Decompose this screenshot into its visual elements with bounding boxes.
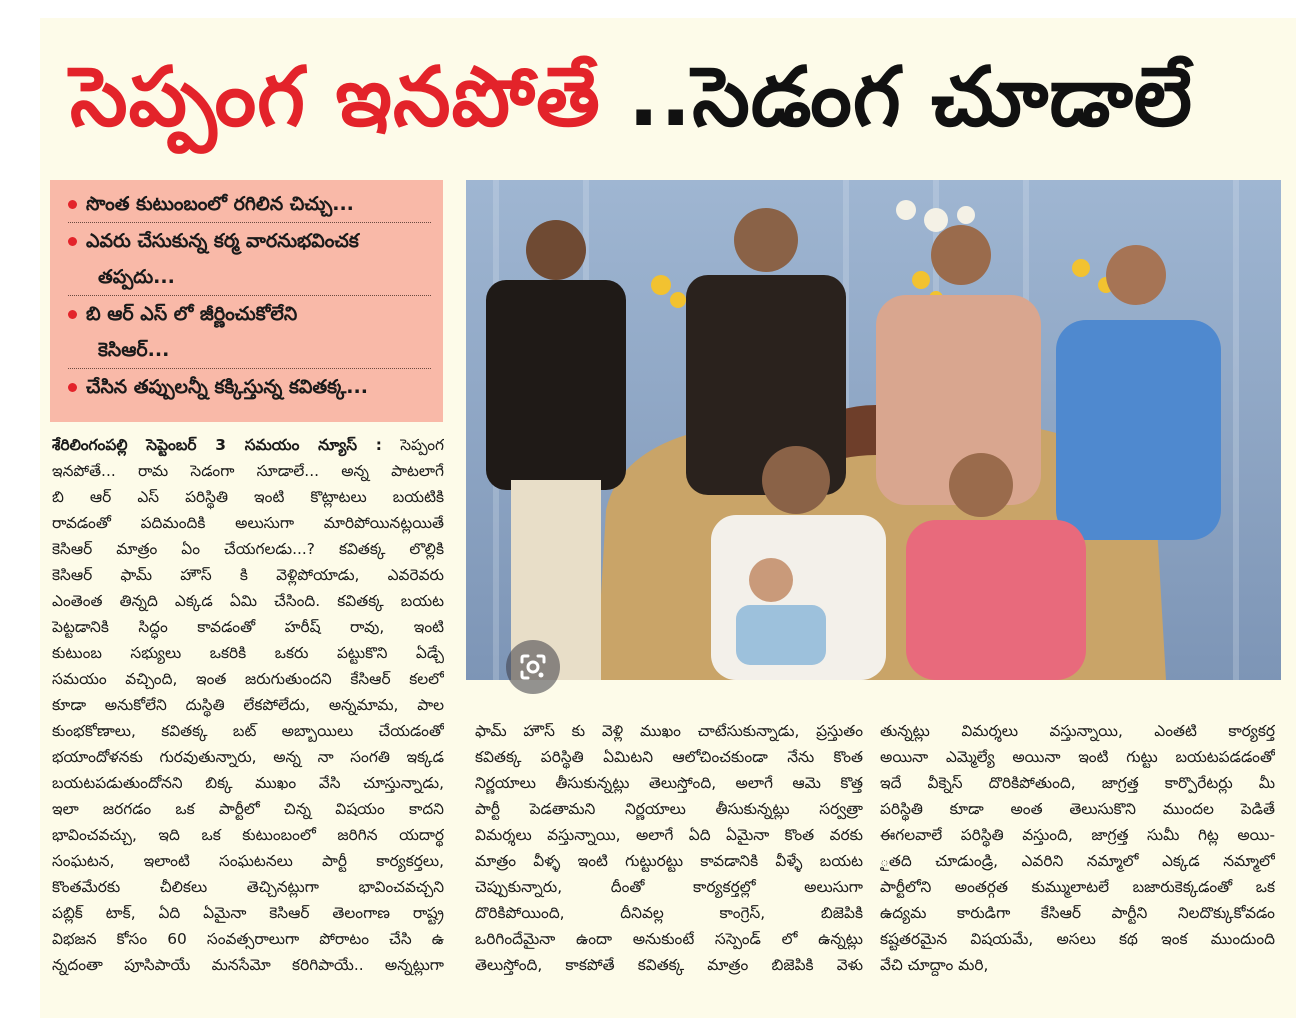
highlight-item: [68, 186, 431, 223]
family-photo: [466, 180, 1281, 680]
article-line: కెసిఆర్ మాత్రం ఏం చేయగలడు...? కవితక్క లొల్లికి: [52, 540, 444, 558]
article-line: పెట్టడానికి సిద్ధం కావడంతో హరీష్ రావు, ఇంటి: [52, 618, 444, 636]
article-text: సెప్పంగ: [400, 436, 444, 454]
article-line: [52, 432, 444, 458]
article-line: అయినా ఎమ్మెల్యే అయినా ఇంటి గుట్టు బయటపడడంతో: [880, 748, 1275, 766]
article-line: న్నదంతా పూసిపాయే మనసేమో కరిగిపాయే.. అన్నట్లుగా: [52, 956, 444, 974]
article-line: ఇదే వీక్నెస్ దొరికిపోతుంది, జాగ్రత్త కార్పొరేటర్లు మీ: [880, 774, 1275, 792]
highlight-continuation: తప్పదు...: [98, 266, 175, 288]
article-line: రావడంతో పదిమందికి అలుసుగా మారిపోయినట్లయితే: [52, 514, 444, 532]
bullet-dot-icon: [68, 383, 77, 392]
article-column-2: [475, 718, 863, 978]
highlight-text: సొంత కుటుంబంలో రగిలిన చిచ్చు...: [86, 193, 354, 215]
article-line: మాత్రం వీళ్ళ ఇంటి గుట్టురట్టు కావడానికి వీళ్ళే బయట: [475, 852, 863, 870]
highlight-text: ఎవరు చేసుకున్న కర్మ వారనుభవించక: [86, 230, 359, 252]
highlight-text: బి ఆర్ ఎస్ లో జీర్ణించుకోలేని: [86, 303, 298, 325]
article-line: పార్టీలోని అంతర్గత కుమ్ములాటలే బజారుకెక్కడంతో ఒక: [880, 878, 1275, 896]
article-line: సమయం వచ్చింది, ఇంత జరుగుతుందని కేసిఆర్ కలలో: [52, 670, 444, 688]
highlight-continuation: కెసిఆర్...: [98, 339, 170, 361]
article-line: భావించవచ్చు, ఇది ఒక కుటుంబంలో జరిగిన యదార్థ: [52, 826, 444, 844]
highlights-box: [50, 180, 443, 422]
article-line: బి ఆర్ ఎస్ పరిస్థితి ఇంటి కొట్లాటలు బయటికి: [52, 488, 444, 506]
google-lens-button[interactable]: [506, 640, 560, 694]
highlight-item: [68, 296, 431, 369]
article-line: ఇనపోతే... రామ సెడంగా సూడాలే... అన్న పాటలాగే: [52, 462, 444, 480]
bullet-dot-icon: [68, 310, 77, 319]
article-column-1: [52, 432, 444, 978]
article-line: ఈగలవాలే పరిస్థితి వస్తుంది, జాగ్రత్త సుమీ గిట్ల అయి-: [880, 826, 1275, 844]
article-line: దొరికిపోయింది, దీనివల్ల కాంగ్రెస్, బిజెపికి: [475, 904, 863, 922]
headline-black-part: ..సెడంగ చూడాలే: [627, 50, 1194, 145]
article-line: భయాందోళనకు గురవుతున్నారు, అన్న నా సంగతి ఇక్కడ: [52, 748, 444, 766]
article-line: సంఘటన, ఇలాంటి సంఘటనలు పార్టీ కార్యకర్తలు,: [52, 852, 444, 870]
bullet-dot-icon: [68, 200, 77, 209]
article-column-3: [880, 718, 1275, 978]
bullet-dot-icon: [68, 237, 77, 246]
article-line: కెసిఆర్ ఫామ్ హౌస్ కి వెళ్లిపోయాడు, ఎవరెవరు: [52, 566, 444, 584]
article-line: కూడా అనుకోలేని దుస్థితి లేకపోలేదు, అన్నమామ, పాల: [52, 696, 444, 714]
article-line: ఎంతెంత తిన్నది ఎక్కడ ఏమి చేసింది. కవితక్క బయట: [52, 592, 444, 610]
article-line: కష్టతరమైన విషయమే, అసలు కథ ఇంక ముందుంది: [880, 930, 1275, 948]
article-line: వేచి చూద్దాం మరి,: [880, 956, 989, 974]
highlight-text: చేసిన తప్పులన్నీ కక్కిస్తున్న కవితక్క...: [86, 376, 368, 398]
article-line: ఒరిగిందేమైనా ఉందా అనుకుంటే సస్పెండ్ లో ఉన్నట్లు: [475, 930, 863, 948]
article-line: చెప్పుకున్నారు, దీంతో కార్యకర్తల్లో అలుసుగా: [475, 878, 863, 896]
article-line: కుంభకోణాలు, కవితక్క బట్ అబ్బాయిలు చేయడంతో: [52, 722, 444, 740]
highlight-item: [68, 369, 431, 405]
article-line: పార్టీ పెడతామని నిర్ణయాలు తీసుకున్నట్లు సర్వత్రా: [475, 800, 863, 818]
article-line: కొంతమేరకు చీలికలు తెచ్చినట్లుగా భావించవచ్చని: [52, 878, 444, 896]
article-line: తున్నట్లు విమర్శలు వస్తున్నాయి, ఎంతటి కార్యకర్త: [880, 722, 1275, 740]
article-line: విభజన కోసం 60 సంవత్సరాలుగా పోరాటం చేసి ఉ: [52, 930, 444, 948]
article-line: ౖతది చూడుండ్రి, ఎవరిని నమ్మాలో ఎక్కడ నమ్మాలో: [880, 852, 1275, 870]
article-line: ఫామ్ హౌస్ కు వెళ్లి ముఖం చాటేసుకున్నాడు, ప్రస్తుతం: [475, 722, 863, 740]
article-line: నిర్ణయాలు తీసుకున్నట్లు తెలుస్తోంది, అలాగే ఆమె కొత్త: [475, 774, 863, 792]
article-line: కుటుంబ సభ్యులు ఒకరికి ఒకరు పట్టుకొని ఏడ్చే: [52, 644, 444, 662]
article-line: ఇలా జరగడం ఒక పార్టీలో చిన్న విషయం కాదని: [52, 800, 444, 818]
article-line: విమర్శలు వస్తున్నాయి, అలాగే ఏది ఏమైనా కొంత వరకు: [475, 826, 863, 844]
highlight-item: [68, 223, 431, 296]
dateline: శేరిలింగంపల్లి సెప్టెంబర్ 3 సమయం న్యూస్ :: [52, 436, 382, 454]
article-line: బయటపడుతుందోనని బిక్క ముఖం వేసి చూస్తున్నాడు,: [52, 774, 444, 792]
article-line: తెలుస్తోంది, కాకపోతే కవితక్క మాత్రం బిజెపికి వెళు: [475, 956, 863, 974]
headline: [70, 38, 1270, 158]
article-line: కవితక్క పరిస్థితి ఏమిటని ఆలోచించకుండా నేను కొంత: [475, 748, 863, 766]
google-lens-icon: [518, 652, 548, 682]
headline-red-part: సెప్పంగ ఇనపోతే: [70, 50, 601, 145]
article-line: ఉద్యమ కారుడిగా కేసిఆర్ పార్టీని నిలదొక్కుకోవడం: [880, 904, 1275, 922]
article-line: పబ్లిక్ టాక్, ఏది ఏమైనా కెసిఆర్ తెలంగాణ రాష్ట్ర: [52, 904, 444, 922]
family-photo-illustration: [466, 180, 1281, 680]
article-line: పరిస్థితి కూడా అంత తెలుసుకొని ముందల పెడితే: [880, 800, 1275, 818]
